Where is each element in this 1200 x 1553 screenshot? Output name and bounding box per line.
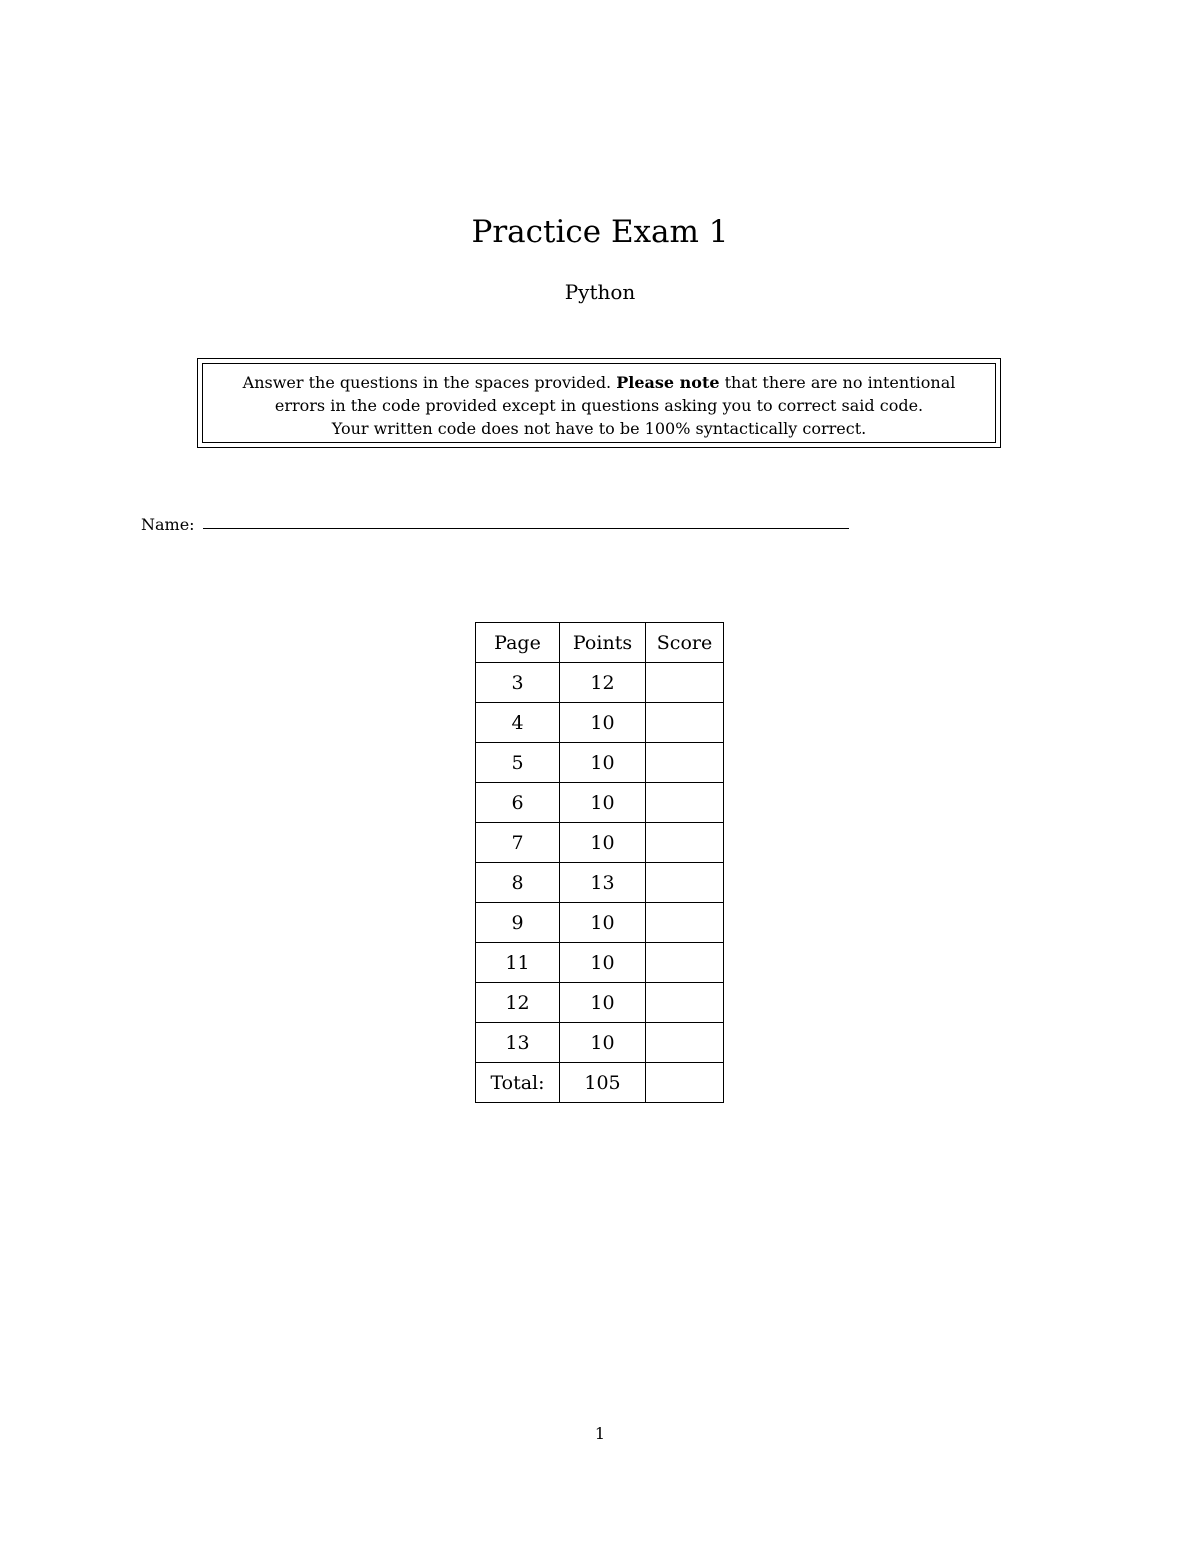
total-label: Total:	[476, 1063, 560, 1103]
cell-page: 13	[476, 1023, 560, 1063]
total-points: 105	[560, 1063, 646, 1103]
cell-points: 13	[560, 863, 646, 903]
header-score: Score	[646, 623, 724, 663]
cell-page: 7	[476, 823, 560, 863]
header-points: Points	[560, 623, 646, 663]
cell-points: 10	[560, 743, 646, 783]
cell-page: 8	[476, 863, 560, 903]
exam-subtitle: Python	[564, 280, 636, 304]
cell-score[interactable]	[646, 783, 724, 823]
instructions-inner-frame	[202, 363, 996, 443]
cell-points: 10	[560, 903, 646, 943]
cell-score[interactable]	[646, 1023, 724, 1063]
cell-points: 10	[560, 783, 646, 823]
instructions-line-3: Your written code does not have to be 100% syntactically correct.	[331, 419, 867, 438]
cell-score[interactable]	[646, 703, 724, 743]
cell-points: 10	[560, 1023, 646, 1063]
table-row	[476, 863, 724, 903]
instructions-line-2: errors in the code provided except in questions asking you to correct said code.	[274, 396, 924, 415]
instructions-line-1	[209, 371, 989, 394]
cell-page: 12	[476, 983, 560, 1023]
cell-score[interactable]	[646, 663, 724, 703]
cell-page: 9	[476, 903, 560, 943]
cell-points: 12	[560, 663, 646, 703]
cell-page: 6	[476, 783, 560, 823]
cell-points: 10	[560, 943, 646, 983]
table-row	[476, 823, 724, 863]
cell-score[interactable]	[646, 823, 724, 863]
cell-points: 10	[560, 703, 646, 743]
table-row	[476, 743, 724, 783]
total-score[interactable]	[646, 1063, 724, 1103]
name-input-line[interactable]	[203, 528, 849, 529]
table-row	[476, 903, 724, 943]
cell-page: 3	[476, 663, 560, 703]
instructions-box	[197, 358, 1001, 448]
cell-points: 10	[560, 823, 646, 863]
instructions-emphasis: Please note	[616, 373, 720, 392]
header-page: Page	[476, 623, 560, 663]
table-row	[476, 663, 724, 703]
page-number: 1	[594, 1424, 606, 1443]
score-table-header-row	[476, 623, 724, 663]
table-row	[476, 983, 724, 1023]
name-label: Name:	[141, 515, 195, 534]
score-table	[475, 622, 724, 1103]
total-row	[476, 1063, 724, 1103]
cell-points: 10	[560, 983, 646, 1023]
table-row	[476, 1023, 724, 1063]
instructions-line-1-start: Answer the questions in the spaces provided.	[242, 373, 617, 392]
cell-page: 5	[476, 743, 560, 783]
exam-title: Practice Exam 1	[471, 214, 729, 250]
table-row	[476, 703, 724, 743]
cell-score[interactable]	[646, 943, 724, 983]
cell-score[interactable]	[646, 903, 724, 943]
table-row	[476, 783, 724, 823]
name-field-row	[141, 512, 851, 538]
instructions-line-1-end: that there are no intentional	[719, 373, 956, 392]
cell-page: 11	[476, 943, 560, 983]
cell-score[interactable]	[646, 743, 724, 783]
cell-score[interactable]	[646, 863, 724, 903]
table-row	[476, 943, 724, 983]
cell-page: 4	[476, 703, 560, 743]
cell-score[interactable]	[646, 983, 724, 1023]
